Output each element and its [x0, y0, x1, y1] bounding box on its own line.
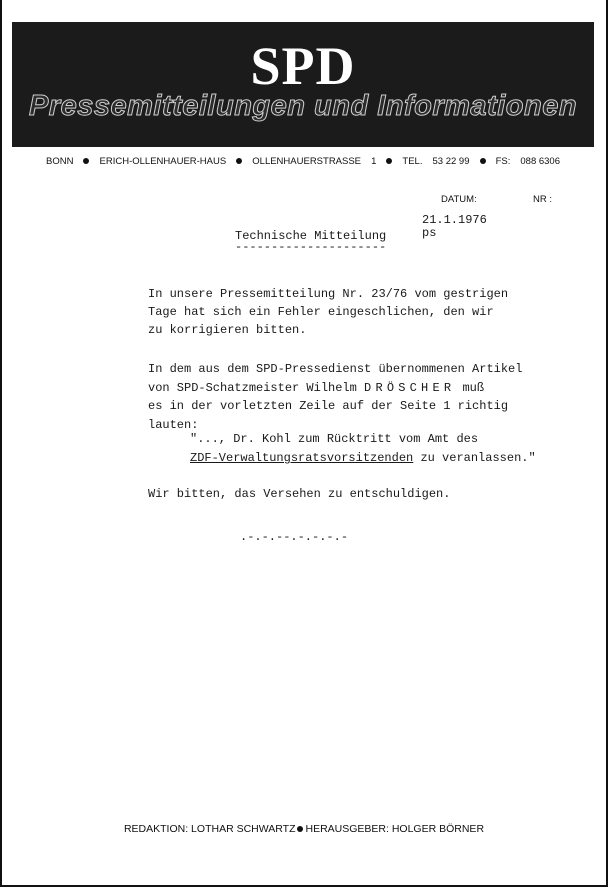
document-title: Technische Mitteilung — [235, 229, 387, 243]
datum-label: DATUM: — [441, 194, 477, 205]
spd-logo: SPD — [250, 36, 356, 96]
footer-herausgeber: HERAUSGEBER: HOLGER BÖRNER — [305, 823, 485, 835]
tel-label: TEL. — [402, 155, 423, 167]
paragraph-2-rest: es in der vorletzten Zeile auf der Seite 1 richtig lauten: — [148, 399, 509, 432]
address-bar — [12, 153, 594, 169]
bullet-icon — [297, 826, 303, 832]
paragraph-2 — [148, 360, 522, 434]
paragraph-2-line-1: In dem aus dem SPD-Pressedienst übernommenen Artikel — [148, 362, 523, 376]
title-underline: --------------------- — [235, 240, 387, 254]
nr-label: NR : — [533, 194, 552, 205]
address-city: BONN — [46, 155, 74, 167]
quote-underlined: ZDF-Verwaltungsratsvorsitzenden — [190, 451, 414, 465]
quote-line-2 — [190, 451, 536, 465]
paragraph-2-line-2a: von SPD-Schatzmeister Wilhelm — [148, 380, 365, 395]
bullet-icon — [83, 158, 89, 164]
masthead-subtitle: Pressemitteilungen und Informationen — [28, 90, 578, 122]
end-mark: .-.-.--.-.-.-.- — [240, 530, 349, 544]
bullet-icon — [480, 158, 486, 164]
document-date: 21.1.1976 — [422, 213, 487, 227]
quote-line-1: "..., Dr. Kohl zum Rücktritt vom Amt des — [190, 432, 479, 446]
footer-redaktion: REDAKTION: LOTHAR SCHWARTZ — [123, 823, 296, 835]
tel-number: 53 22 99 — [432, 155, 470, 167]
spaced-name: DRÖSCHER — [364, 380, 456, 395]
address-building: ERICH-OLLENHAUER-HAUS — [99, 155, 227, 167]
address-street: OLLENHAUERSTRASSE — [252, 155, 362, 167]
author-initials: ps — [422, 226, 437, 240]
fs-number: 088 6306 — [520, 155, 560, 167]
bullet-icon — [386, 158, 392, 164]
footer — [0, 823, 608, 835]
address-number: 1 — [371, 155, 377, 167]
quote-line-2-rest: zu veranlassen." — [413, 451, 536, 465]
paragraph-2-line-2b: muß — [455, 380, 485, 395]
masthead — [12, 22, 594, 147]
paragraph-1: In unsere Pressemitteilung Nr. 23/76 vom gestrigen Tage hat sich ein Fehler eingeschlichen, den wir zu korrigieren bitten. — [148, 287, 509, 337]
fs-label: FS: — [495, 155, 511, 167]
bullet-icon — [236, 158, 242, 164]
closing-sentence: Wir bitten, das Versehen zu entschuldigen. — [148, 487, 451, 501]
